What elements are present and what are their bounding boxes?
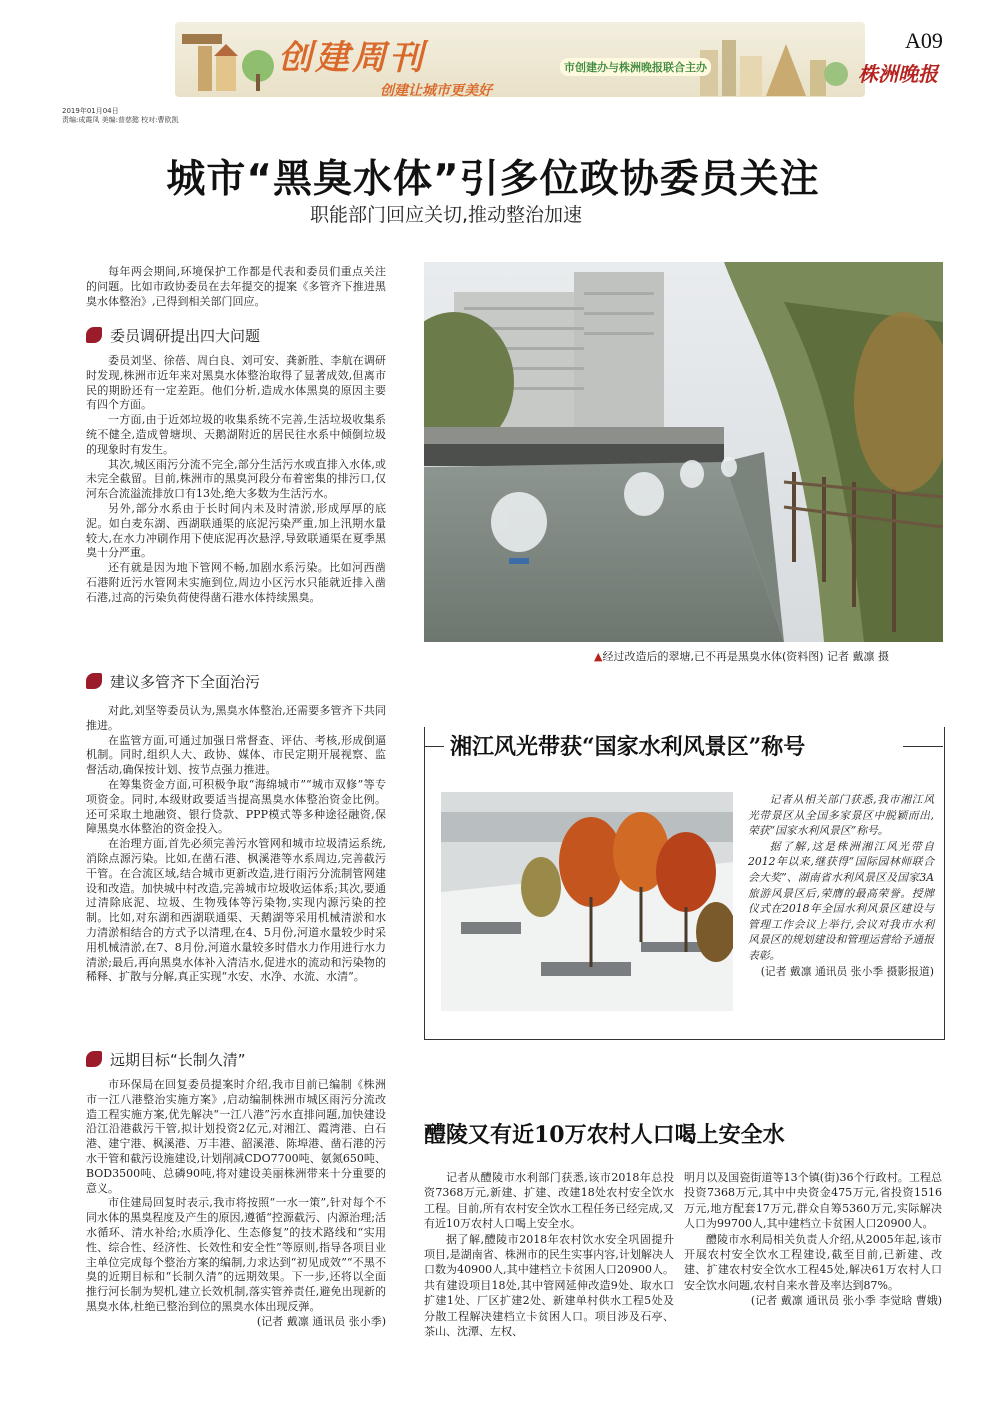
bottom-article-column-2 <box>684 1170 942 1309</box>
box-top-rule <box>424 746 444 747</box>
paragraph: 在监管方面,可通过加强日常督查、评估、考核,形成倒逼机制。同时,组织人大、政协、媒体、市民定期开展视察、监督活动,确保按计划、按节点强力推进。 <box>86 733 386 777</box>
caption-triangle-icon: ▲ <box>594 650 603 663</box>
section-body-1 <box>86 354 386 606</box>
photo-caption: ▲经过改造后的翠塘,已不再是黑臭水体(资料图) 记者 戴凛 摄 <box>594 650 890 663</box>
paragraph: 另外,部分水系由于长时间内未及时清淤,形成厚厚的底泥。如白麦东湖、西湖联通渠的底泥污染严重,加上汛期水量较大,在水力冲刷作用下使底泥再次悬浮,导致联通渠在夏季黑臭十分严重。 <box>86 501 386 560</box>
paragraph: 委员刘坚、徐蓓、周白良、刘可安、龚新胜、李航在调研时发现,株洲市近年来对黑臭水体整治取得了显著成效,但离市民的期盼还有一定差距。他们分析,造成水体黑臭的原因主要有四个方面。 <box>86 354 386 412</box>
box-top-rule <box>903 746 943 747</box>
section-body-3 <box>86 1078 386 1330</box>
main-subheadline: 职能部门回应关切,推动整治加速 <box>310 204 583 226</box>
newspaper-logo: 株洲晚报 <box>858 62 938 86</box>
section-heading-1: 委员调研提出四大问题 <box>86 324 260 346</box>
article-intro <box>86 265 386 309</box>
main-headline: 城市“黑臭水体”引多位政协委员关注 <box>166 157 820 202</box>
section-marker-icon <box>86 1051 102 1067</box>
paragraph: 对此,刘坚等委员认为,黑臭水体整治,还需要多管齐下共同推进。 <box>86 704 386 732</box>
paragraph: 还有就是因为地下管网不畅,加剧水系污染。比如河西凿石港附近污水管网未实施到位,周边小区污水只能就近排入凿石港,过高的污染负荷使得凿石港水体持续黑臭。 <box>86 561 386 604</box>
masthead-illustration-right <box>690 30 850 96</box>
bottom-article-title: 醴陵又有近10万农村人口喝上安全水 <box>424 1122 785 1148</box>
paragraph: 在筹集资金方面,可积极争取“海绵城市”“城市双修”等专项资金。同时,本级财政要适当提高黑臭水体整治资金比例。还可采取土地融资、银行贷款、PPP模式等多种途径融资,保障黑臭水体整治的资金投入。 <box>86 777 386 836</box>
paragraph: 一方面,由于近郊垃圾的收集系统不完善,生活垃圾收集系统不健全,造成曾塘坝、天鹅湖附近的居民往水系中倾倒垃圾的现象时有发生。 <box>86 413 386 456</box>
section-heading-2: 建议多管齐下全面治污 <box>86 670 260 692</box>
paragraph: 明月以及国瓷街道等13个镇(街)36个行政村。工程总投资7368万元,其中中央资金475万元,省投资1516万元,地方配套17万元,群众自筹5360万元,实际解决人口为99700人,其中建档立卡贫困人口20900人。 <box>684 1171 942 1231</box>
box-byline: (记者 戴凛 通讯员 张小季 摄影报道) <box>760 964 934 978</box>
section-marker-icon <box>86 327 102 343</box>
paragraph: 市住建局回复时表示,我市将按照“一水一策”,针对每个不同水体的黑臭程度及产生的原因,遵循“控源截污、内源治理;活水循环、清水补给;水质净化、生态修复”的技术路线和“实用性、综合性、经济性、长效性和安全性”等原则,指导各项目业主单位完成每个整治方案的编制,力求达到“初见成效”“不黑不臭的近期目标和“长制久清”的远期效果。下一步,还将以全面推行河长制为契机,建立长效机制,落实管养责任,避免出现新的黑臭水体,杜绝已整治到位的黑臭水体出现反弹。 <box>86 1196 386 1313</box>
column-title: 创建周刊 <box>278 38 426 78</box>
bottom-article-byline: (记者 戴凛 通讯员 张小季 李觉晗 曹娥) <box>750 1294 942 1308</box>
intro-paragraph: 每年两会期间,环境保护工作都是代表和委员们重点关注的问题。比如市政协委员在去年提交的提案《多管齐下推进黑臭水体整治》,已得到相关部门回应。 <box>86 265 386 308</box>
canal-fountain-photo <box>424 262 943 642</box>
paragraph: 据了解,醴陵市2018年农村饮水安全巩固提升项目,是湖南省、株洲市的民生实事内容,计划解决人口数为40900人,其中建档立卡贫困人口20900人。共有建设项目18处,其中管网延伸改造9处、取水口扩建1处、厂区扩建2处、新建单村供水工程5处及分散工程解决建档立卡贫困人口。项目涉及石亭、茶山、沈潭、左权、 <box>424 1232 674 1339</box>
paragraph: 记者从醴陵市水利部门获悉,该市2018年总投资7368万元,新建、扩建、改建18处农村安全饮水工程。目前,所有农村安全饮水工程任务已经完成,又有近10万农村人口喝上安全水。 <box>424 1171 674 1231</box>
paragraph: 在治理方面,首先必须完善污水管网和城市垃圾清运系统,消除点源污染。比如,在凿石港、枫溪港等水系周边,完善截污干管。在合流区域,结合城市更新改造,进行雨污分流制管网建设和改造。加快城中村改造,完善城市垃圾收运体系;其次,要通过清除底泥、垃圾、生物残体等污染物,实现内源污染的控制。比如,对东湖和西湖联通渠、天鹅湖等采用机械清淤和水力清淤相结合的方式予以清理,在4、5月份,河道水量较少时采用机械清淤,在7、8月份,河道水量较多时借水力作用进行水力清淤;最后,再向黑臭水体补入清洁水,促进水的流动和污染物的稀释、扩散与分解,真正实现“水安、水净、水流、水清”。 <box>86 837 386 984</box>
paragraph: 醴陵市水利局相关负责人介绍,从2005年起,该市开展农村安全饮水工程建设,截至目前,已新建、改建、扩建农村安全饮水工程45处,解决61万农村人口安全饮水问题,农村自来水普及率达到87%。 <box>684 1232 942 1292</box>
paragraph: 记者从相关部门获悉,我市湘江风光带景区从全国多家景区中脱颖而出,荣获“国家水利风景区”称号。 <box>748 793 934 838</box>
co-sponsor-label: 市创建办与株洲晚报联合主办 <box>560 58 711 76</box>
section-marker-icon <box>86 673 102 689</box>
box-article-body <box>748 792 934 979</box>
masthead-illustration-left <box>178 26 288 96</box>
bottom-article-column-1 <box>424 1170 674 1339</box>
editor-credits: 责编:成霞凤 美编:普慈懿 校对:曹欧凯 <box>62 116 179 124</box>
issue-date: 2019年01月04日 <box>62 107 119 115</box>
riverside-snow-photo <box>441 792 733 1011</box>
page-number: A09 <box>905 28 943 53</box>
box-article-title: 湘江风光带获“国家水利风景区”称号 <box>444 730 811 761</box>
column-slogan: 创建让城市更美好 <box>380 83 492 99</box>
paragraph: 市环保局在回复委员提案时介绍,我市目前已编制《株洲市一江八港整治实施方案》,启动编制株洲市城区雨污分流改造工程实施方案,优先解决“一江八港”污水直排问题,加快建设沿江沿港截污干管,拟计划投资2亿元,对湘江、霞湾港、白石港、建宁港、枫溪港、万丰港、韶溪港、陈埠港、凿石港的污水干管和截污设施建设,计划削减CDO7700吨、氨氮650吨、BOD3500吨、总磷90吨,将对建设美丽株洲带来十分重要的意义。 <box>86 1078 386 1195</box>
paragraph: 据了解,这是株洲湘江风光带自2012年以来,继获得“国际园林师联合会大奖”、湖南省水利风景区及国家3A旅游风景区后,荣膺的最高荣誉。授牌仪式在2018年全国水利风景区建设与管理工作会议上举行,会议对我市水利风景区的规划建设和管理运营给予通报表彰。 <box>748 839 934 962</box>
section-heading-3: 远期目标“长制久清” <box>86 1048 246 1070</box>
article-byline: (记者 戴凛 通讯员 张小季) <box>256 1314 386 1328</box>
paragraph: 其次,城区雨污分流不完全,部分生活污水或直排入水体,或未完全截留。目前,株洲市的黑臭河段分布着密集的排污口,仅河东合流溢流排放口有13处,绝大多数为生活污水。 <box>86 457 386 501</box>
section-body-2 <box>86 704 386 985</box>
